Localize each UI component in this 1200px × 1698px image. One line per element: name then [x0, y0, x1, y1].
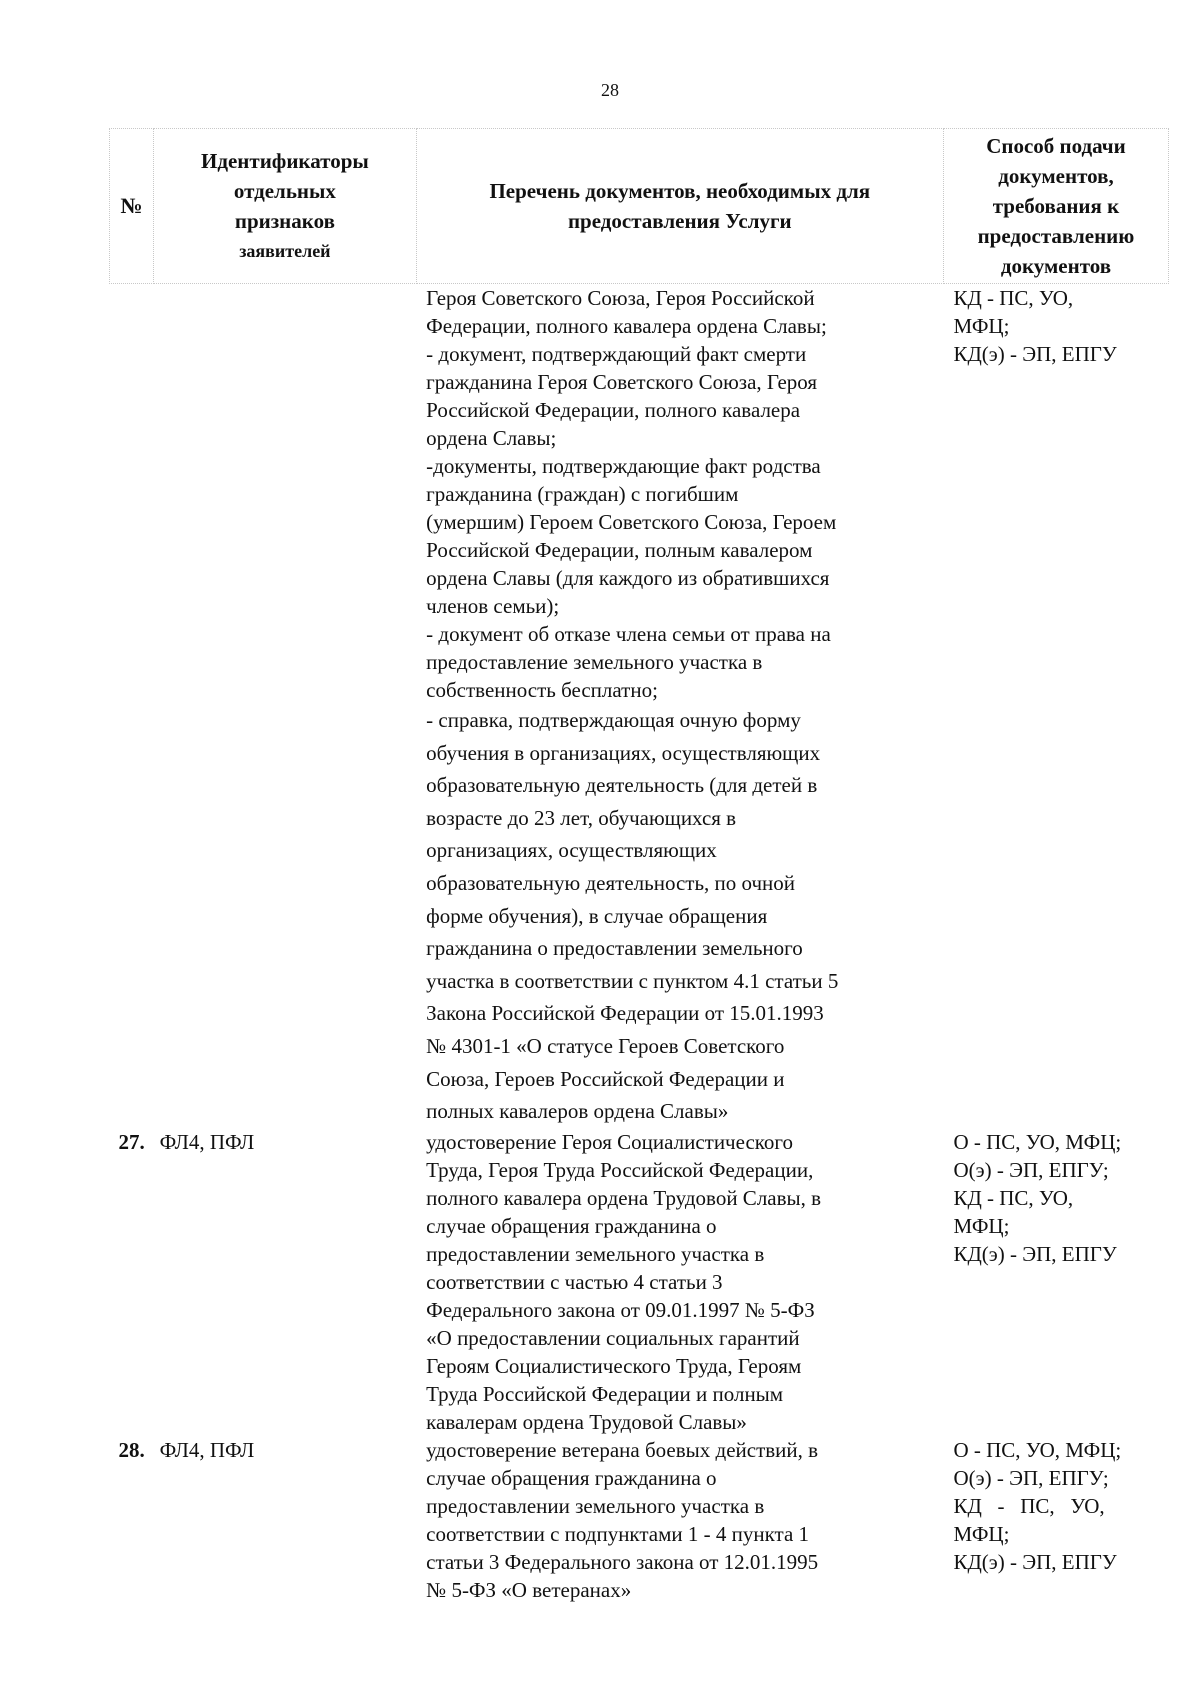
document-line: удостоверение ветерана боевых действий, в: [426, 1437, 819, 1462]
header-method-line: Способ подачи: [986, 134, 1126, 158]
header-method-line: документов,: [998, 164, 1114, 188]
document-line: членов семьи);: [426, 594, 560, 618]
document-line: (умершим) Героем Советского Союза, Героем: [426, 510, 837, 534]
method-line: О - ПС, УО, МФЦ;: [953, 1129, 1122, 1154]
document-line: - справка, подтверждающая очную форму: [426, 708, 801, 732]
method-line: КД(э) - ЭП, ЕПГУ: [953, 1241, 1117, 1266]
table-row: [110, 1128, 1169, 1436]
document-line: Союза, Героев Российской Федерации и: [426, 1066, 785, 1091]
document-line: участка в соответствии с пунктом 4.1 статьи 5: [426, 968, 839, 993]
document-line: полного кавалера ордена Трудовой Славы, в: [426, 1185, 822, 1210]
header-identifiers-line: признаков: [234, 209, 335, 233]
document-line: соответствии с частью 4 статьи 3: [426, 1269, 723, 1294]
header-method-line: документов: [1000, 254, 1112, 278]
document-line: гражданина (граждан) с погибшим: [426, 482, 739, 506]
document-line: собственность бесплатно;: [426, 678, 658, 702]
method-line: О(э) - ЭП, ЕПГУ;: [953, 1465, 1109, 1490]
header-documents: [416, 129, 943, 284]
document-line: Героя Советского Союза, Героя Российской: [426, 286, 815, 310]
document-line: Закона Российской Федерации от 15.01.1993: [426, 1001, 824, 1026]
document-line: полных кавалеров ордена Славы»: [426, 1099, 729, 1124]
document-line: № 4301-1 «О статусе Героев Советского: [426, 1033, 785, 1058]
documents-table: [109, 128, 1169, 1604]
row-number: 27.: [118, 1129, 145, 1154]
method-line: МФЦ;: [953, 314, 1010, 338]
document-line: Труда, Героя Труда Российской Федерации,: [426, 1157, 814, 1182]
document-line: предоставлении земельного участка в: [426, 1493, 765, 1518]
document-line: случае обращения гражданина о: [426, 1465, 717, 1490]
document-line: ордена Славы (для каждого из обратившихся: [426, 566, 830, 590]
row-method: [943, 1128, 1168, 1436]
document-line: статьи 3 Федерального закона от 12.01.1995: [426, 1549, 819, 1574]
table-header-row: [110, 129, 1169, 284]
method-line: МФЦ;: [953, 1213, 1010, 1238]
document-line: Федерации, полного кавалера ордена Славы;: [426, 314, 827, 338]
header-method: [943, 129, 1168, 284]
row-method: [943, 284, 1168, 1128]
document-line: образовательную деятельность (для детей в: [426, 773, 818, 798]
document-line: Труда Российской Федерации и полным: [426, 1381, 784, 1406]
table-row: [110, 284, 1169, 1128]
row-identifiers: ФЛ4, ПФЛ: [159, 1129, 255, 1154]
method-line: КД - ПС, УО,: [953, 1185, 1074, 1210]
document-line: № 5-ФЗ «О ветеранах»: [426, 1577, 632, 1602]
document-line: случае обращения гражданина о: [426, 1213, 717, 1238]
method-line: О(э) - ЭП, ЕПГУ;: [953, 1157, 1109, 1182]
method-line: КД - ПС, УО,: [953, 1493, 1105, 1518]
method-line: МФЦ;: [953, 1521, 1010, 1546]
row-documents: [416, 284, 943, 1128]
document-line: образовательную деятельность, по очной: [426, 870, 796, 895]
document-line: кавалерам ордена Трудовой Славы»: [426, 1409, 747, 1434]
document-line: предоставлении земельного участка в: [426, 1241, 765, 1266]
row-documents: [416, 1436, 943, 1604]
row-documents: [416, 1128, 943, 1436]
document-line: «О предоставлении социальных гарантий: [426, 1325, 800, 1350]
row-number: [110, 284, 154, 1128]
header-number: №: [110, 129, 154, 284]
document-line: гражданина Героя Советского Союза, Героя: [426, 370, 818, 394]
header-documents-line: предоставления Услуги: [567, 209, 792, 233]
header-method-line: требования к: [992, 194, 1120, 218]
method-line: КД(э) - ЭП, ЕПГУ: [953, 1549, 1117, 1574]
document-line: обучения в организациях, осуществляющих: [426, 740, 821, 765]
header-identifiers: [154, 129, 417, 284]
document-line: ордена Славы;: [426, 426, 557, 450]
document-line: соответствии с подпунктами 1 - 4 пункта 1: [426, 1521, 810, 1546]
row-identifiers: [154, 284, 417, 1128]
document-line: Российской Федерации, полного кавалера: [426, 398, 801, 422]
method-line: О - ПС, УО, МФЦ;: [953, 1437, 1122, 1462]
table-row: [110, 1436, 1169, 1604]
document-line: - документ об отказе члена семьи от права на: [426, 622, 831, 646]
header-identifiers-line: заявителей: [239, 241, 331, 261]
header-documents-line: Перечень документов, необходимых для: [489, 179, 871, 203]
document-line: организациях, осуществляющих: [426, 838, 717, 863]
document-line: -документы, подтверждающие факт родства: [426, 454, 821, 478]
document-line: - документ, подтверждающий факт смерти: [426, 342, 807, 366]
document-line: гражданина о предоставлении земельного: [426, 936, 803, 961]
row-identifiers: ФЛ4, ПФЛ: [159, 1437, 255, 1462]
row-number: 28.: [118, 1437, 145, 1462]
header-method-line: предоставлению: [977, 224, 1135, 248]
document-line: Федерального закона от 09.01.1997 № 5-ФЗ: [426, 1297, 815, 1322]
document-line: удостоверение Героя Социалистического: [426, 1129, 794, 1154]
header-identifiers-line: отдельных: [233, 179, 336, 203]
method-line: КД - ПС, УО,: [953, 286, 1074, 310]
row-method: [943, 1436, 1168, 1604]
document-line: предоставление земельного участка в: [426, 650, 763, 674]
document-line: возрасте до 23 лет, обучающихся в: [426, 805, 737, 830]
document-line: Героям Социалистического Труда, Героям: [426, 1353, 802, 1378]
document-line: форме обучения), в случае обращения: [426, 903, 768, 928]
document-line: Российской Федерации, полным кавалером: [426, 538, 813, 562]
method-line: КД(э) - ЭП, ЕПГУ: [953, 342, 1117, 366]
page-number: 28: [601, 80, 619, 100]
header-identifiers-line: Идентификаторы: [201, 149, 369, 173]
